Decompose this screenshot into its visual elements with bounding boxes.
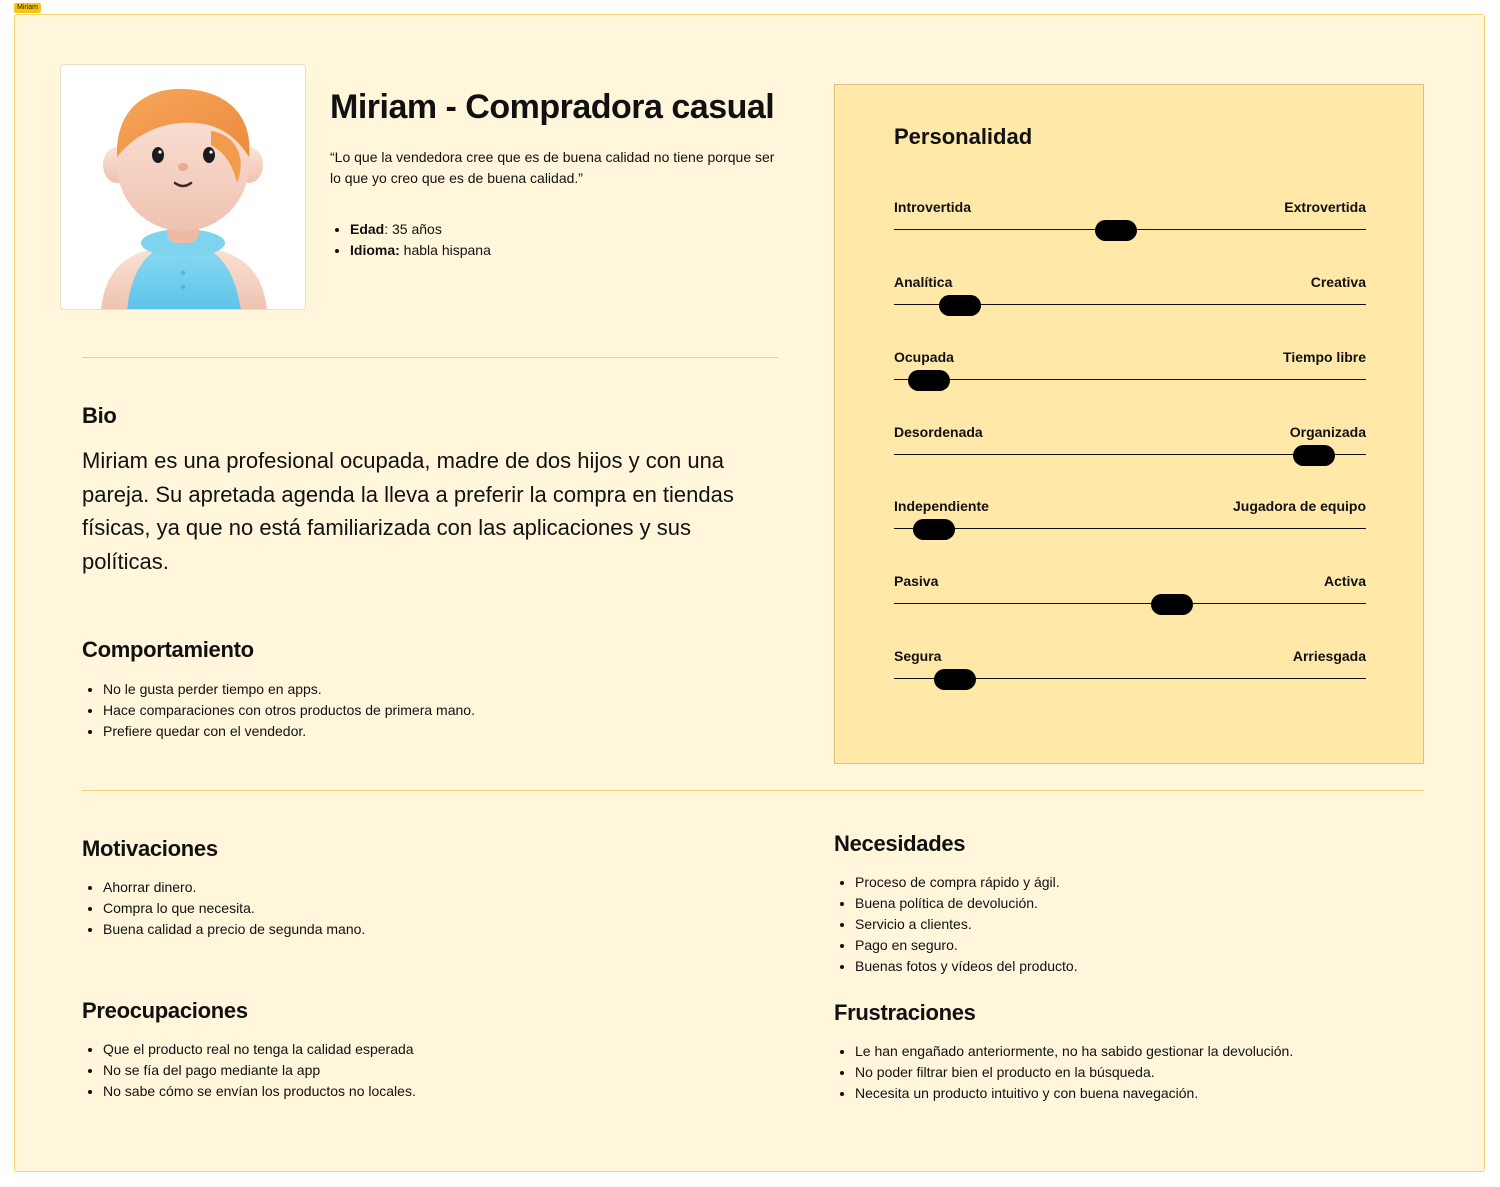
trait-row <box>894 498 1366 548</box>
list-item: • No poder filtrar bien el producto en la búsqueda. <box>855 1062 1293 1083</box>
frame-label[interactable]: Miriam <box>14 3 41 13</box>
trait-right-label: Arriesgada <box>1292 648 1366 664</box>
trait-track <box>894 379 1366 380</box>
persona-facts <box>330 219 491 261</box>
needs-list <box>834 872 1078 977</box>
trait-right-label: Creativa <box>1310 274 1366 290</box>
behavior-list <box>82 679 475 742</box>
needs-heading: Necesidades <box>834 831 966 856</box>
trait-track <box>894 603 1366 604</box>
trait-left-label: Introvertida <box>894 199 972 215</box>
divider-top <box>82 357 778 358</box>
trait-slider-knob[interactable] <box>1095 220 1137 241</box>
trait-row <box>894 424 1366 474</box>
fact-language-label: Idioma: <box>350 242 400 258</box>
list-item: • No se fía del pago mediante la app <box>103 1060 416 1081</box>
list-item: • Buena calidad a precio de segunda mano. <box>103 919 365 940</box>
list-item: • No sabe cómo se envían los productos no locales. <box>103 1081 416 1102</box>
trait-slider-knob[interactable] <box>1293 445 1335 466</box>
trait-left-label: Segura <box>894 648 942 664</box>
trait-right-label: Extrovertida <box>1284 199 1366 215</box>
divider-bottom <box>82 790 1424 791</box>
list-item: • No le gusta perder tiempo en apps. <box>103 679 475 700</box>
trait-right-label: Activa <box>1323 573 1366 589</box>
list-item: • Buena política de devolución. <box>855 893 1078 914</box>
list-item: • Necesita un producto intuitivo y con buena navegación. <box>855 1083 1293 1104</box>
fact-language-value: habla hispana <box>399 242 491 258</box>
trait-row <box>894 199 1366 249</box>
avatar-illustration-icon <box>61 65 306 310</box>
trait-row <box>894 573 1366 623</box>
page-title: Miriam - Compradora casual <box>330 88 775 126</box>
list-item: • Proceso de compra rápido y ágil. <box>855 872 1078 893</box>
bio-heading: Bio <box>82 403 117 428</box>
trait-left-label: Pasiva <box>894 573 939 589</box>
frustrations-heading: Frustraciones <box>834 1000 976 1025</box>
list-item: • Que el producto real no tenga la calidad esperada <box>103 1039 416 1060</box>
trait-slider-knob[interactable] <box>939 295 981 316</box>
trait-left-label: Desordenada <box>894 424 983 440</box>
trait-row <box>894 274 1366 324</box>
trait-right-label: Tiempo libre <box>1283 349 1366 365</box>
fact-age-label: Edad <box>350 221 385 237</box>
behavior-heading: Comportamiento <box>82 637 254 662</box>
list-item: • Hace comparaciones con otros productos de primera mano. <box>103 700 475 721</box>
trait-slider-knob[interactable] <box>908 370 950 391</box>
list-item: • Prefiere quedar con el vendedor. <box>103 721 475 742</box>
motivations-heading: Motivaciones <box>82 836 218 861</box>
trait-slider-knob[interactable] <box>1151 594 1193 615</box>
list-item: • Buenas fotos y vídeos del producto. <box>855 956 1078 977</box>
list-item: • Le han engañado anteriormente, no ha sabido gestionar la devolución. <box>855 1041 1293 1062</box>
fact-age <box>350 219 491 240</box>
fact-language <box>350 240 491 261</box>
list-item: • Compra lo que necesita. <box>103 898 365 919</box>
trait-track <box>894 528 1366 529</box>
concerns-list <box>82 1039 416 1102</box>
trait-slider-knob[interactable] <box>913 519 955 540</box>
trait-left-label: Ocupada <box>894 349 954 365</box>
list-item: • Pago en seguro. <box>855 935 1078 956</box>
avatar <box>60 64 306 310</box>
fact-age-value: : 35 años <box>384 221 442 237</box>
trait-left-label: Independiente <box>894 498 989 514</box>
frustrations-list <box>834 1041 1293 1104</box>
concerns-heading: Preocupaciones <box>82 998 248 1023</box>
trait-right-label: Organizada <box>1289 424 1366 440</box>
trait-left-label: Analítica <box>894 274 953 290</box>
trait-row <box>894 648 1366 698</box>
list-item: • Ahorrar dinero. <box>103 877 365 898</box>
trait-right-label: Jugadora de equipo <box>1232 498 1366 514</box>
persona-quote: “Lo que la vendedora cree que es de buena calidad no tiene porque ser lo que yo creo que es de buena calidad.” <box>330 149 775 186</box>
trait-slider-knob[interactable] <box>934 669 976 690</box>
motivations-list <box>82 877 365 940</box>
trait-row <box>894 349 1366 399</box>
list-item: • Servicio a clientes. <box>855 914 1078 935</box>
bio-text: Miriam es una profesional ocupada, madre de dos hijos y con una pareja. Su apretada agenda la lleva a preferir la compra en tiendas físicas, ya que no está familiarizada con las aplicaciones y sus políticas. <box>82 448 734 574</box>
personality-heading: Personalidad <box>894 124 1033 149</box>
